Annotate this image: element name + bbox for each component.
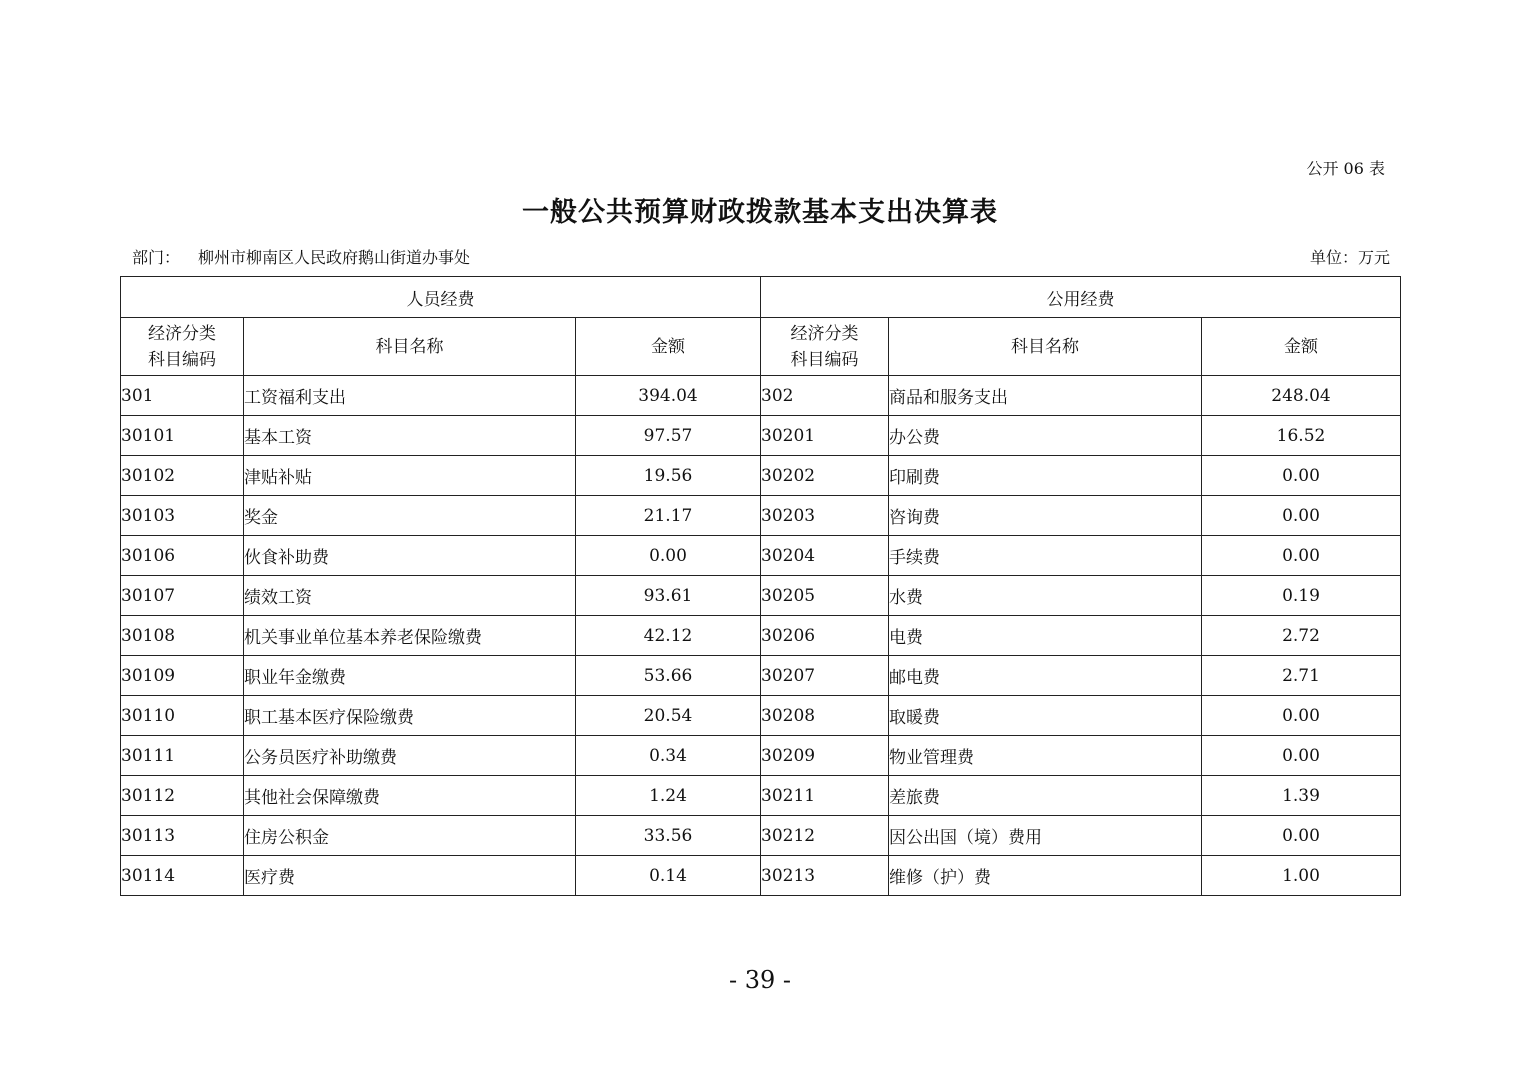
- column-header-row: [121, 318, 1401, 376]
- personnel-name-cell: 奖金: [244, 496, 576, 536]
- public-name-cell: 咨询费: [889, 496, 1202, 536]
- personnel-name-cell: 机关事业单位基本养老保险缴费: [244, 616, 576, 656]
- personnel-amount-cell: 19.56: [576, 456, 761, 496]
- document-title: 一般公共预算财政拨款基本支出决算表: [522, 197, 998, 228]
- public-name-cell: 取暖费: [889, 696, 1202, 736]
- personnel-name-cell: 住房公积金: [244, 816, 576, 856]
- personnel-amount-cell: 33.56: [576, 816, 761, 856]
- public-code-header: [761, 318, 889, 376]
- personnel-amount-cell: 0.14: [576, 856, 761, 896]
- page-number: - 39 -: [728, 966, 791, 994]
- personnel-name-cell: 其他社会保障缴费: [244, 776, 576, 816]
- personnel-name-cell: 绩效工资: [244, 576, 576, 616]
- personnel-name-cell: 基本工资: [244, 416, 576, 456]
- public-amount-cell: 0.00: [1202, 496, 1401, 536]
- personnel-name-cell: 职业年金缴费: [244, 656, 576, 696]
- personnel-amount-cell: 20.54: [576, 696, 761, 736]
- public-code-cell: 30209: [761, 736, 889, 776]
- personnel-name-cell: 工资福利支出: [244, 376, 576, 416]
- table-row: [121, 496, 1401, 536]
- public-amount-cell: 16.52: [1202, 416, 1401, 456]
- public-name-cell: 物业管理费: [889, 736, 1202, 776]
- personnel-amount-cell: 0.00: [576, 536, 761, 576]
- public-amount-cell: 0.00: [1202, 536, 1401, 576]
- unit-label: 单位：万元: [1309, 248, 1390, 267]
- personnel-code-cell: 301: [121, 376, 244, 416]
- table-row: [121, 536, 1401, 576]
- personnel-code-cell: 30109: [121, 656, 244, 696]
- department-label: 部门：: [132, 248, 181, 267]
- public-code-cell: 30207: [761, 656, 889, 696]
- public-code-cell: 302: [761, 376, 889, 416]
- code-header-line1: 经济分类: [790, 323, 859, 344]
- public-amount-cell: 248.04: [1202, 376, 1401, 416]
- public-code-cell: 30206: [761, 616, 889, 656]
- table-row: [121, 416, 1401, 456]
- personnel-amount-cell: 0.34: [576, 736, 761, 776]
- public-name-cell: 商品和服务支出: [889, 376, 1202, 416]
- public-amount-header: 金额: [1202, 318, 1401, 376]
- public-amount-cell: 1.00: [1202, 856, 1401, 896]
- table-row: [121, 816, 1401, 856]
- personnel-code-cell: 30107: [121, 576, 244, 616]
- personnel-amount-header: 金额: [576, 318, 761, 376]
- public-code-cell: 30201: [761, 416, 889, 456]
- personnel-code-cell: 30114: [121, 856, 244, 896]
- public-amount-cell: 0.19: [1202, 576, 1401, 616]
- public-code-cell: 30205: [761, 576, 889, 616]
- personnel-name-cell: 公务员医疗补助缴费: [244, 736, 576, 776]
- public-amount-cell: 0.00: [1202, 736, 1401, 776]
- personnel-amount-cell: 394.04: [576, 376, 761, 416]
- personnel-code-cell: 30108: [121, 616, 244, 656]
- personnel-code-cell: 30112: [121, 776, 244, 816]
- public-name-cell: 办公费: [889, 416, 1202, 456]
- public-name-cell: 差旅费: [889, 776, 1202, 816]
- table-row: [121, 656, 1401, 696]
- group-public-header: 公用经费: [761, 277, 1401, 318]
- public-amount-cell: 1.39: [1202, 776, 1401, 816]
- public-amount-cell: 0.00: [1202, 456, 1401, 496]
- group-personnel-header: 人员经费: [121, 277, 761, 318]
- public-code-cell: 30211: [761, 776, 889, 816]
- public-code-cell: 30213: [761, 856, 889, 896]
- personnel-code-cell: 30110: [121, 696, 244, 736]
- table-row: [121, 376, 1401, 416]
- personnel-code-cell: 30103: [121, 496, 244, 536]
- public-amount-cell: 0.00: [1202, 696, 1401, 736]
- department-name: 柳州市柳南区人民政府鹅山街道办事处: [198, 248, 471, 267]
- public-amount-cell: 0.00: [1202, 816, 1401, 856]
- personnel-amount-cell: 93.61: [576, 576, 761, 616]
- personnel-name-cell: 医疗费: [244, 856, 576, 896]
- public-name-cell: 印刷费: [889, 456, 1202, 496]
- public-code-cell: 30204: [761, 536, 889, 576]
- public-name-cell: 水费: [889, 576, 1202, 616]
- personnel-code-cell: 30113: [121, 816, 244, 856]
- table-row: [121, 456, 1401, 496]
- table-body: [121, 376, 1401, 896]
- table-row: [121, 736, 1401, 776]
- public-code-cell: 30208: [761, 696, 889, 736]
- public-name-cell: 电费: [889, 616, 1202, 656]
- code-header-line1: 经济分类: [148, 323, 216, 344]
- personnel-code-cell: 30102: [121, 456, 244, 496]
- personnel-amount-cell: 21.17: [576, 496, 761, 536]
- personnel-name-header: 科目名称: [244, 318, 576, 376]
- table-row: [121, 696, 1401, 736]
- table-row: [121, 776, 1401, 816]
- department-info: [132, 245, 470, 268]
- public-code-cell: 30203: [761, 496, 889, 536]
- personnel-name-cell: 职工基本医疗保险缴费: [244, 696, 576, 736]
- personnel-amount-cell: 53.66: [576, 656, 761, 696]
- expenditure-table: [120, 276, 1401, 896]
- table-row: [121, 576, 1401, 616]
- table-number: 公开 06 表: [1306, 159, 1385, 178]
- public-amount-cell: 2.71: [1202, 656, 1401, 696]
- personnel-amount-cell: 1.24: [576, 776, 761, 816]
- personnel-code-header: [121, 318, 244, 376]
- public-code-cell: 30212: [761, 816, 889, 856]
- public-name-cell: 维修（护）费: [889, 856, 1202, 896]
- personnel-amount-cell: 42.12: [576, 616, 761, 656]
- personnel-code-cell: 30106: [121, 536, 244, 576]
- public-name-cell: 因公出国（境）费用: [889, 816, 1202, 856]
- group-header-row: [121, 277, 1401, 318]
- public-amount-cell: 2.72: [1202, 616, 1401, 656]
- code-header-line2: 科目编码: [790, 349, 859, 370]
- table-row: [121, 856, 1401, 896]
- public-name-header: 科目名称: [889, 318, 1202, 376]
- table-row: [121, 616, 1401, 656]
- personnel-code-cell: 30101: [121, 416, 244, 456]
- meta-row: [132, 245, 1390, 268]
- public-code-cell: 30202: [761, 456, 889, 496]
- public-name-cell: 手续费: [889, 536, 1202, 576]
- personnel-name-cell: 伙食补助费: [244, 536, 576, 576]
- personnel-name-cell: 津贴补贴: [244, 456, 576, 496]
- personnel-code-cell: 30111: [121, 736, 244, 776]
- code-header-line2: 科目编码: [148, 349, 216, 370]
- personnel-amount-cell: 97.57: [576, 416, 761, 456]
- public-name-cell: 邮电费: [889, 656, 1202, 696]
